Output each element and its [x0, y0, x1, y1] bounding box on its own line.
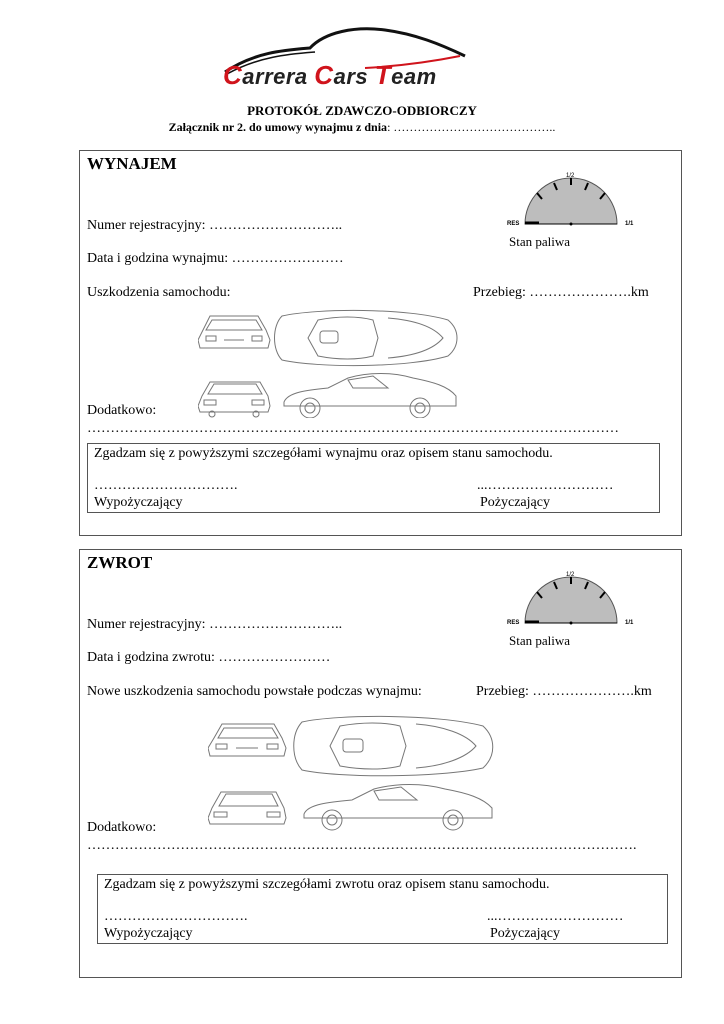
borrower-label: Pożyczający [480, 495, 550, 510]
gauge-res-label: RES [507, 221, 520, 227]
fuel-gauge-icon [505, 570, 645, 632]
borrower-signature-line[interactable]: ...……………………… [487, 909, 624, 924]
fuel-gauge-icon [505, 171, 645, 233]
return-section [79, 549, 682, 978]
additional-notes-field[interactable]: …………………………………………………………………………………………………… [87, 421, 619, 436]
gauge-res-label: RES [507, 620, 520, 626]
mileage-field[interactable]: Przebieg: ………………….km [476, 684, 652, 699]
gauge-full-label: 1/1 [625, 620, 634, 626]
lender-signature-line[interactable]: …………………………. [94, 478, 238, 493]
lender-signature-line[interactable]: …………………………. [104, 909, 248, 924]
agreement-text: Zgadzam się z powyższymi szczegółami zwrotu oraz opisem stanu samochodu. [104, 877, 550, 892]
lender-label: Wypożyczający [104, 926, 193, 941]
fuel-level-label: Stan paliwa [509, 234, 571, 249]
borrower-signature-line[interactable]: ...……………………… [477, 478, 614, 493]
gauge-full-label: 1/1 [625, 221, 634, 227]
document-title: PROTOKÓŁ ZDAWCZO-ODBIORCZY [247, 103, 477, 118]
logo-wordmark: Carrera Cars Team [223, 60, 437, 90]
rental-section [79, 150, 682, 536]
car-damage-diagram[interactable] [208, 712, 498, 832]
company-logo [215, 22, 475, 92]
registration-number-field[interactable]: Numer rejestracyjny: ……………………….. [87, 617, 343, 632]
agreement-box [87, 443, 660, 513]
registration-number-field[interactable]: Numer rejestracyjny: ……………………….. [87, 218, 343, 233]
mileage-field[interactable]: Przebieg: ………………….km [473, 285, 649, 300]
additional-notes-label: Dodatkowo: [87, 820, 157, 835]
rental-datetime-field[interactable]: Data i godzina wynajmu: …………………… [87, 251, 344, 266]
gauge-half-label: 1/2 [566, 173, 575, 179]
return-datetime-field[interactable]: Data i godzina zwrotu: …………………… [87, 650, 331, 665]
rental-section-title: WYNAJEM [87, 154, 177, 173]
borrower-label: Pożyczający [490, 926, 560, 941]
lender-label: Wypożyczający [94, 495, 183, 510]
agreement-box [97, 874, 668, 944]
additional-notes-label: Dodatkowo: [87, 403, 157, 418]
gauge-half-label: 1/2 [566, 572, 575, 578]
fuel-level-label: Stan paliwa [509, 633, 571, 648]
new-damage-label: Nowe uszkodzenia samochodu powstałe podczas wynajmu: [87, 684, 422, 699]
damage-label: Uszkodzenia samochodu: [87, 285, 231, 300]
document-subtitle: Załącznik nr 2. do umowy wynajmu z dnia: ………………………………….. [168, 120, 556, 134]
agreement-text: Zgadzam się z powyższymi szczegółami wynajmu oraz opisem stanu samochodu. [94, 446, 553, 461]
additional-notes-field[interactable]: ………………………………………………………………………………………………………. [87, 838, 637, 853]
return-section-title: ZWROT [87, 553, 153, 572]
car-damage-diagram[interactable] [198, 306, 460, 418]
